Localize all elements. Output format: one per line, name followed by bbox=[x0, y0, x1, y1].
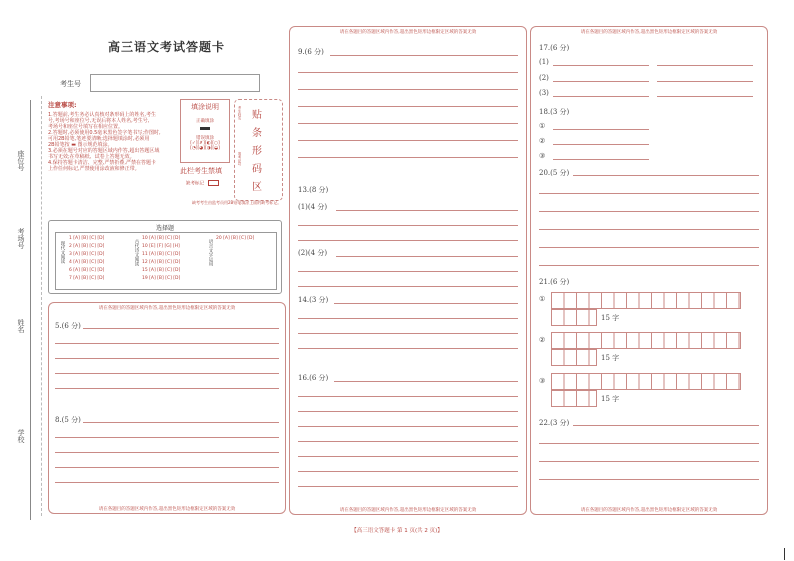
word-limit: 15 字 bbox=[601, 354, 620, 362]
notice-line: 书写无效;在草稿纸、试卷上答题无效。 bbox=[48, 154, 135, 160]
side-dash-line bbox=[41, 96, 42, 516]
notice-line: 1.答题前,考生务必认真核对条形码上的姓名,考生 bbox=[48, 112, 156, 118]
question-label: 22.(3 分) bbox=[539, 419, 570, 427]
answer-panel-right bbox=[530, 26, 768, 515]
side-label-text: 座位号 bbox=[17, 150, 25, 171]
notice-line: 3.必须在题号对应的答题区域内作答,超出答题区域 bbox=[48, 148, 160, 154]
sub-item: ③ bbox=[539, 377, 546, 385]
word-limit: 15 字 bbox=[601, 314, 620, 322]
char-grid[interactable] bbox=[551, 373, 741, 407]
sub-item: ② bbox=[539, 137, 546, 145]
barcode-char: 贴 bbox=[252, 110, 262, 121]
notice-line: 考场号和座位号填写在相应位置。 bbox=[48, 124, 124, 130]
mc-group-label: 语言文字运用 bbox=[208, 239, 213, 266]
answer-panel-left bbox=[48, 302, 286, 514]
area-notice: 请在各题目的答题区域内作答,超出黑色矩形边框限定区域的答案无效 bbox=[580, 508, 718, 513]
mc-row[interactable]: 10 [E] [F] [G] [H] bbox=[142, 244, 180, 249]
side-field-line[interactable] bbox=[30, 100, 31, 520]
no-absent-text: 此栏考生禁填 bbox=[180, 167, 222, 175]
notice-line: 2B铅笔按 ▬ 图示规范填涂。 bbox=[48, 142, 113, 148]
area-notice: 请在各题目的答题区域内作答,超出黑色矩形边框限定区域的答案无效 bbox=[580, 30, 718, 35]
sub-item: ① bbox=[539, 122, 546, 130]
answer-panel-middle bbox=[289, 26, 527, 515]
mc-row[interactable]: 19 [A] [B] [C] [D] bbox=[142, 276, 181, 281]
side-label-school bbox=[16, 428, 26, 447]
side-label-seat bbox=[16, 150, 26, 175]
page-title: 高三语文考试答题卡 bbox=[108, 40, 226, 54]
char-grid[interactable] bbox=[551, 332, 741, 366]
barcode-area bbox=[234, 99, 283, 201]
area-notice: 请在各题目的答题区域内作答,超出黑色矩形边框限定区域的答案无效 bbox=[98, 306, 236, 311]
side-label-text: 学校 bbox=[17, 429, 25, 443]
mc-row[interactable]: 1 [A] [B] [C] [D] bbox=[69, 236, 105, 241]
notice-line: 号,考场号和座位号,无误后将本人姓名,考生号, bbox=[48, 118, 150, 124]
sub-item: (3) bbox=[539, 89, 549, 97]
notice-box bbox=[48, 100, 176, 212]
sub-item: (1) bbox=[539, 58, 549, 66]
word-limit: 15 字 bbox=[601, 395, 620, 403]
mc-row[interactable]: 7 [A] [B] [C] [D] bbox=[69, 276, 105, 281]
mc-row[interactable]: 4 [A] [B] [C] [D] bbox=[69, 260, 105, 265]
question-label: 16.(6 分) bbox=[298, 374, 329, 382]
question-label: 14.(3 分) bbox=[298, 296, 329, 304]
mc-group bbox=[69, 236, 131, 284]
mc-row[interactable]: 12 [A] [B] [C] [D] bbox=[142, 260, 181, 265]
barcode-left-label: 考生姓名 bbox=[238, 106, 242, 120]
question-label: 21.(6 分) bbox=[539, 278, 570, 286]
exam-number-label: 考生号 bbox=[60, 80, 81, 88]
sub-question-label: (2)(4 分) bbox=[298, 249, 328, 257]
area-notice: 请在各题目的答题区域内作答,超出黑色矩形边框限定区域的答案无效 bbox=[339, 30, 477, 35]
sub-item: ③ bbox=[539, 152, 546, 160]
mc-section bbox=[48, 220, 282, 294]
fill-guide-heading: 填涂说明 bbox=[191, 103, 219, 111]
side-label-name bbox=[16, 318, 26, 337]
notice-line: 2.答题时,必须使用0.5毫米黑色签字笔书写;作图时, bbox=[48, 130, 161, 136]
area-notice: 请在各题目的答题区域内作答,超出黑色矩形边框限定区域的答案无效 bbox=[98, 507, 236, 512]
barcode-char: 条 bbox=[252, 128, 262, 139]
absent-mark-label bbox=[186, 180, 232, 187]
sub-item: ② bbox=[539, 336, 546, 344]
mc-row[interactable]: 2 [A] [B] [C] [D] bbox=[69, 244, 105, 249]
question-label: 18.(3 分) bbox=[539, 108, 570, 116]
sub-item: (2) bbox=[539, 74, 549, 82]
edge-mark bbox=[784, 548, 785, 560]
correct-fill-label: 正确填涂 bbox=[196, 119, 214, 124]
correct-fill-sample bbox=[200, 127, 210, 130]
mc-group-label: 古代诗文阅读 bbox=[134, 239, 139, 266]
mc-row[interactable]: 10 [A] [B] [C] [D] bbox=[142, 236, 181, 241]
wrong-fill-sample: [◔][◕][◑][◒] bbox=[190, 146, 220, 151]
mc-row[interactable]: 11 [A] [B] [C] [D] bbox=[142, 252, 181, 257]
wrong-fill-label: 错误填涂 bbox=[196, 136, 214, 141]
fill-guide-box bbox=[180, 99, 230, 163]
barcode-left-label: 准考证号 bbox=[238, 152, 242, 166]
absent-mark-checkbox[interactable] bbox=[208, 180, 219, 186]
wrong-fill-sample: [✓][✗][◐][○] bbox=[190, 141, 220, 146]
mc-group-label: 现代文阅读 bbox=[60, 241, 65, 264]
question-label: 5.(6 分) bbox=[55, 322, 81, 330]
mc-row[interactable]: 20 [A] [B] [C] [D] bbox=[216, 236, 255, 241]
page-footer: 【高三语文答题卡 第 1 页(共 2 页)】 bbox=[351, 528, 443, 534]
barcode-note: 缺考考生由监考员用2B铅笔填涂上面的缺考标记。 bbox=[192, 200, 282, 205]
question-label: 20.(5 分) bbox=[539, 169, 570, 177]
mc-row[interactable]: 3 [A] [B] [C] [D] bbox=[69, 252, 105, 257]
mc-group bbox=[216, 236, 276, 244]
mc-row[interactable]: 6 [A] [B] [C] [D] bbox=[69, 268, 105, 273]
question-label: 8.(5 分) bbox=[55, 416, 81, 424]
notice-line: 可用2B铅笔,笔迹要清晰;选择题填涂时,必须用 bbox=[48, 136, 150, 142]
sub-item: ① bbox=[539, 295, 546, 303]
question-label: 13.(8 分) bbox=[298, 186, 329, 194]
barcode-char: 区 bbox=[252, 182, 262, 193]
side-label-text: 考场号 bbox=[17, 228, 25, 249]
no-absent-box bbox=[180, 166, 232, 196]
exam-number-grid[interactable] bbox=[90, 74, 260, 92]
side-label-room bbox=[16, 228, 26, 253]
absent-mark-text: 缺考标记 bbox=[186, 181, 204, 187]
sub-question-label: (1)(4 分) bbox=[298, 203, 328, 211]
char-grid[interactable] bbox=[551, 292, 741, 326]
notice-heading: 注意事项: bbox=[48, 101, 77, 109]
barcode-char: 形 bbox=[252, 146, 262, 157]
area-notice: 请在各题目的答题区域内作答,超出黑色矩形边框限定区域的答案无效 bbox=[339, 508, 477, 513]
notice-line: 4.保持答题卡清洁、完整,严禁折叠,严禁在答题卡 bbox=[48, 160, 156, 166]
question-label: 17.(6 分) bbox=[539, 44, 570, 52]
question-label: 9.(6 分) bbox=[298, 48, 324, 56]
side-label-text: 姓名 bbox=[17, 319, 25, 333]
mc-group bbox=[142, 236, 202, 284]
notice-line: 上作任何标记,严禁使用涂改液和修正带。 bbox=[48, 166, 140, 172]
barcode-char: 码 bbox=[252, 164, 262, 175]
mc-heading: 选择题 bbox=[155, 225, 174, 232]
mc-row[interactable]: 15 [A] [B] [C] [D] bbox=[142, 268, 181, 273]
